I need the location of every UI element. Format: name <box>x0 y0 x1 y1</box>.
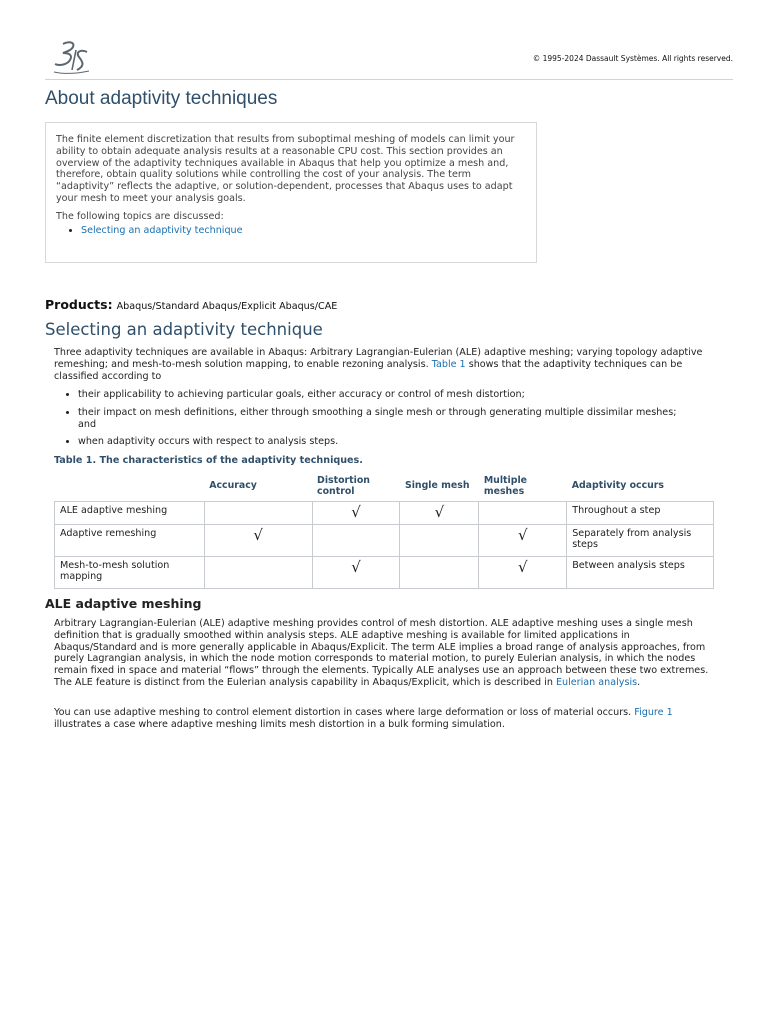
table-row <box>55 556 714 588</box>
topic-link-selecting[interactable]: Selecting an adaptivity technique <box>81 224 243 236</box>
topic-list <box>81 225 526 236</box>
table-cell <box>400 556 479 588</box>
ale-paragraph-2 <box>54 707 714 731</box>
topics-intro: The following topics are discussed: <box>56 210 224 222</box>
table-cell: √ <box>312 501 400 524</box>
table-cell <box>204 501 312 524</box>
table-cell: √ <box>479 524 567 556</box>
table-1-link[interactable]: Table 1 <box>431 358 466 370</box>
table-cell: √ <box>204 524 312 556</box>
copyright-text: © 1995-2024 Dassault Systèmes. All rights reserved. <box>532 54 733 63</box>
table-cell: ALE adaptive meshing <box>55 501 205 524</box>
column-header: Single mesh <box>404 480 470 492</box>
ale-subheading: ALE adaptive meshing <box>45 596 202 611</box>
table-cell: √ <box>312 556 400 588</box>
ale-text: Arbitrary Lagrangian-Eulerian (ALE) adaptive meshing provides control of mesh distortion. ALE adaptive meshing uses a single mesh definition that is gradually smoothed within analysis steps. ALE adaptive meshing is available for limited applications in Abaqus/Standard and is more generally applicable in Abaqus/Explicit. The term ALE implies a broad range of analysis approaches, from purely Lagrangian analysis, in which the node motion corresponds to material motion, to purely Eulerian analysis, in which the nodes remain fixed in space and material “flows” through the elements. Typically ALE analyses use an approach between these two extremes. The ALE feature is distinct from the Eulerian analysis capability in Abaqus/Explicit, which is described in <box>54 618 709 688</box>
intro-paragraph <box>54 347 714 382</box>
table-cell: Between analysis steps <box>567 556 714 588</box>
column-header: Distortion control <box>317 474 370 497</box>
table-cell <box>479 501 567 524</box>
intro-text-end: shows that the adaptivity techniques can be classified according to <box>54 358 683 382</box>
column-header: Adaptivity occurs <box>571 480 665 492</box>
table-cell: √ <box>479 556 567 588</box>
table-cell <box>312 524 400 556</box>
ale-paragraph-1 <box>54 618 714 689</box>
table-cell: Separately from analysis steps <box>567 524 714 556</box>
table-cell: √ <box>400 501 479 524</box>
table-row <box>55 524 714 556</box>
table-header-row <box>55 471 714 501</box>
table-row <box>55 501 714 524</box>
list-item: • when adaptivity occurs with respect to analysis steps. <box>78 436 685 448</box>
figure-1-link[interactable]: Figure 1 <box>634 707 673 718</box>
abstract-text: The finite element discretization that results from suboptimal meshing of models can limit your ability to obtain adequate analysis results at a reasonable CPU cost. This section provides an overview of the adaptivity techniques available in Abaqus that help you optimize a mesh and, therefore, obtain quality solutions while controlling the cost of your analysis. The term “adaptivity” reflects the adaptive, or solution-dependent, processes that Abaqus uses to adapt your mesh to meet your analysis goals. <box>56 134 515 204</box>
page-title: About adaptivity techniques <box>45 88 278 109</box>
column-header: Multiple meshes <box>483 474 528 497</box>
products-list: Abaqus/Standard Abaqus/Explicit Abaqus/CAE <box>116 301 338 312</box>
section-title: Selecting an adaptivity technique <box>45 320 323 339</box>
intro-text: Three adaptivity techniques are available in Abaqus: Arbitrary Lagrangian-Eulerian (ALE) adaptive meshing; varying topology adaptive remeshing; and mesh-to-mesh solution mapping, to enable rezoning analysis. <box>54 347 703 370</box>
table-cell: Throughout a step <box>567 501 714 524</box>
list-item: • their impact on mesh definitions, either through smoothing a single mesh or through generating multiple dissimilar meshes; and <box>78 407 685 431</box>
eulerian-analysis-link[interactable]: Eulerian analysis <box>555 676 638 688</box>
characteristics-table <box>54 471 714 589</box>
table-cell: Adaptive remeshing <box>55 524 205 556</box>
ale-text-2-end: illustrates a case where adaptive meshing limits mesh distortion in a bulk forming simulation. <box>54 718 505 730</box>
products-label: Products: <box>45 297 113 312</box>
ale-text-2: You can use adaptive meshing to control element distortion in cases where large deformation or loss of material occurs. <box>54 707 635 718</box>
abstract-box <box>45 122 537 263</box>
table-cell <box>400 524 479 556</box>
list-item <box>81 225 526 236</box>
table-caption: Table 1. The characteristics of the adaptivity techniques. <box>54 455 363 466</box>
column-header <box>55 471 205 501</box>
list-item: • their applicability to achieving particular goals, either accuracy or control of mesh distortion; <box>78 389 685 401</box>
table-cell <box>204 556 312 588</box>
products-line <box>45 297 337 312</box>
table-cell: Mesh-to-mesh solution mapping <box>55 556 205 588</box>
column-header: Accuracy <box>209 480 257 492</box>
3ds-logo-icon <box>51 40 91 76</box>
page-header <box>45 38 733 80</box>
classification-list <box>65 389 685 454</box>
ale-text-end: . <box>637 676 641 688</box>
